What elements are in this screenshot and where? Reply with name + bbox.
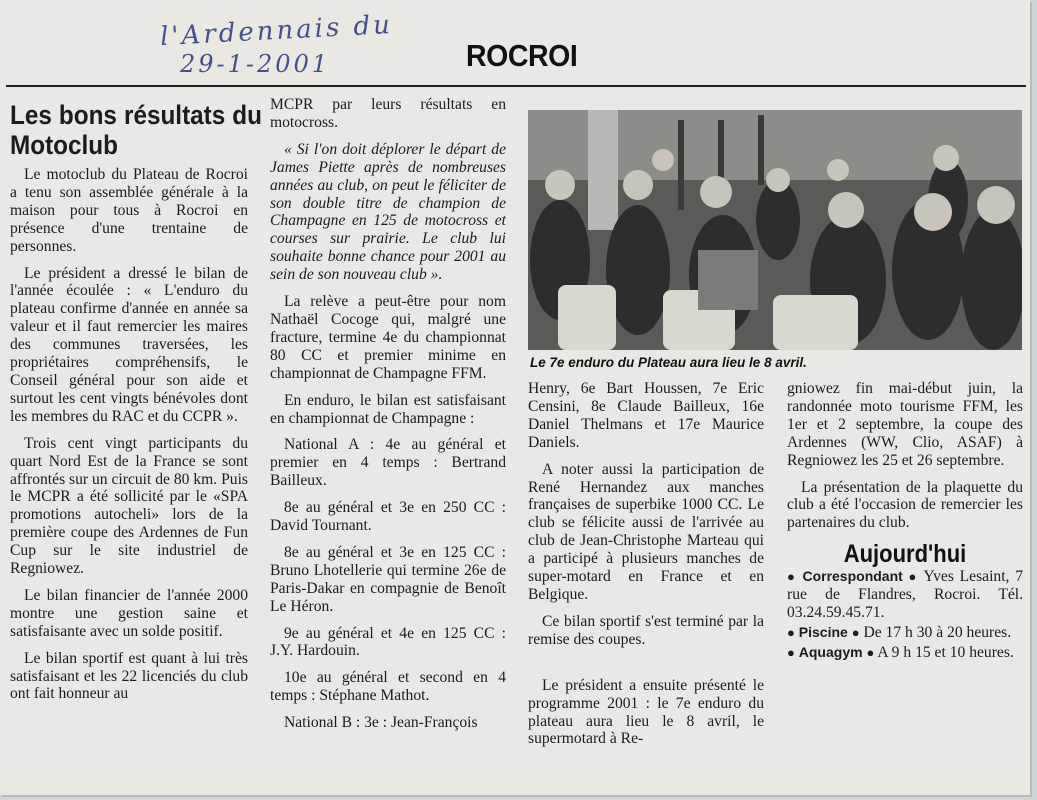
paragraph: Le président a ensuite présenté le programme 2001 : le 7e enduro du plateau aura lieu le 8 avril, le supermotard à Re-	[528, 676, 764, 748]
info-text: Yves Lesaint, 7 rue de Flandres, Rocroi. Tél. 03.24.59.45.71.	[787, 568, 1023, 621]
paragraph: Le motoclub du Plateau de Rocroi a tenu son assemblée générale à la maison pour tous à Rocroi en présence d'une trentaine de personnes.	[10, 166, 248, 255]
paragraph: 8e au général et 3e en 250 CC : David Tournant.	[270, 499, 506, 535]
group-photo-image	[528, 110, 1022, 350]
paragraph: 9e au général et 4e en 125 CC : J.Y. Hardouin.	[270, 624, 506, 660]
article-column-4	[787, 380, 1023, 662]
paragraph: La relève a peut-être pour nom Nathaël Cocoge qui, malgré une fracture, termine 4e du championnat 80 CC et premier minime en championnat de Champagne FFM.	[270, 293, 506, 382]
article-column-1	[10, 96, 262, 703]
info-item	[787, 644, 1023, 662]
photo-caption: Le 7e enduro du Plateau aura lieu le 8 avril.	[530, 355, 807, 370]
paragraph: En enduro, le bilan est satisfaisant en championnat de Champagne :	[270, 391, 506, 427]
paragraph: National B : 3e : Jean-François	[284, 714, 478, 732]
paragraph: Henry, 6e Bart Houssen, 7e Eric Censini, 8e Claude Bailleux, 16e Daniel Thelmans et 17e Maurice Daniels.	[528, 380, 764, 451]
group-photo	[528, 110, 1022, 350]
paragraph: Le président a dressé le bilan de l'année écoulée : « L'enduro du plateau confirme d'année en année sa valeur et il faut remercier les maires des communes traversées, les propriétaires compréhensifs, le Conseil général pour son aide et surtout les cent vingts bénévoles dont les membres du RAC et du CCPR ».	[10, 264, 248, 425]
info-item	[787, 568, 1023, 622]
info-label: Piscine	[798, 623, 848, 640]
article-column-2	[270, 96, 506, 732]
handwritten-date: 29-1-2001	[180, 50, 331, 78]
bullet-icon: ●	[787, 644, 795, 660]
bullet-icon: ●	[787, 569, 797, 585]
info-text: De 17 h 30 à 20 heures.	[863, 623, 1012, 641]
paragraph: La présentation de la plaquette du club a été l'occasion de remercier les partenaires du club.	[787, 478, 1023, 532]
paragraph: Trois cent vingt participants du quart Nord Est de la France se sont affrontés sur un circuit de 80 km. Puis le MCPR a été sollicité par le «SPA promotions autocheli» lors de la première coupe des Ardennes de Fun Cup sur le site industriel de Regniowez.	[10, 434, 248, 578]
paragraph: gniowez fin mai-début juin, la randonnée moto tourisme FFM, les 1er et 2 septembre, la coupe des Ardennes (WW, Clio, ASAF) à Regniowez les 25 et 26 septembre.	[787, 380, 1023, 469]
info-label: Aquagym	[798, 643, 863, 660]
header-rule	[6, 85, 1026, 87]
paragraph: 10e au général et second en 4 temps : Stéphane Mathot.	[270, 669, 506, 705]
article-headline: Les bons résultats du Motoclub	[10, 100, 262, 160]
info-label: Correspondant	[802, 568, 903, 585]
info-item	[787, 624, 1023, 642]
bullet-icon: ●	[908, 569, 919, 585]
paragraph: Ce bilan sportif s'est terminé par la remise des coupes.	[528, 612, 764, 648]
paragraph: Le bilan financier de l'année 2000 montre une gestion saine et satisfaisante avec un solde positif.	[10, 586, 248, 640]
quote-paragraph: « Si l'on doit déplorer le départ de James Piette après de nombreuses années au club, on peut le féliciter de son double titre de champion de Champagne en 125 de motocross et courses sur prairie. Le club lui souhaite bonne chance pour 2001 au sein de son nouveau club ».	[270, 140, 506, 284]
bullet-icon: ●	[866, 644, 875, 660]
aujourdhui-title: Aujourd'hui	[843, 540, 967, 569]
section-title: ROCROI	[466, 38, 578, 73]
info-text: A 9 h 15 et 10 heures.	[877, 643, 1014, 661]
bullet-icon: ●	[851, 624, 860, 640]
paragraph: National A : 4e au général et premier en 4 temps : Bertrand Bailleux.	[270, 436, 506, 490]
paragraph: A noter aussi la participation de René Hernandez aux manches françaises de superbike 1000 CC. Le club se félicite aussi de l'arrivée au club de Jean-Christophe Marteau qui a participé à plusieurs manches de super-motard en France et en Belgique.	[528, 460, 764, 603]
paragraph: Le bilan sportif est quant à lui très satisfaisant et les 22 licenciés du club ont fait honneur au	[10, 649, 248, 703]
handwritten-source: l'Ardennais du	[159, 9, 394, 53]
paragraph: MCPR par leurs résultats en motocross.	[270, 96, 506, 131]
paragraph: 8e au général et 3e en 125 CC : Bruno Lhotellerie qui termine 26e de Paris-Dakar en compagnie de Benoît Le Héron.	[270, 543, 506, 615]
bullet-icon: ●	[787, 624, 795, 640]
article-column-3	[528, 380, 764, 748]
